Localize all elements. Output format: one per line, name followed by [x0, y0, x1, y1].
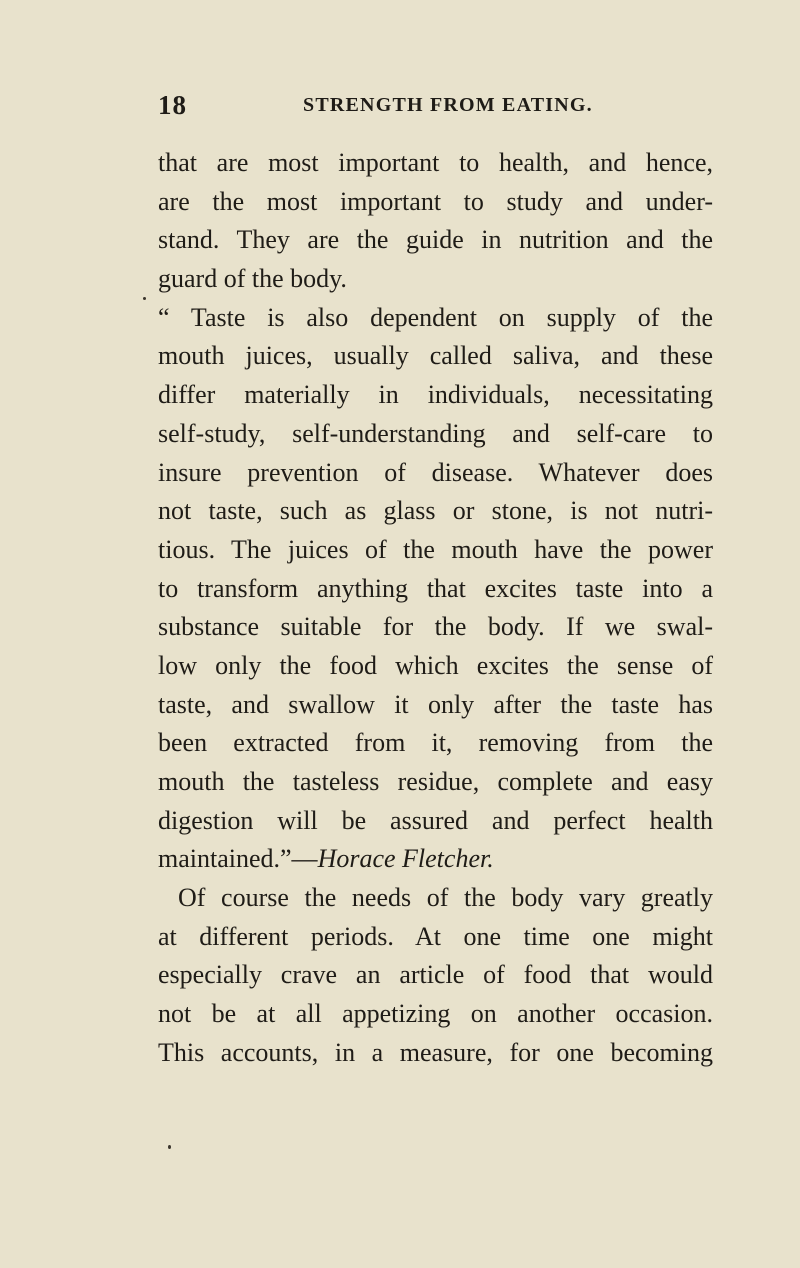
text-line: are the most important to study and under-	[158, 186, 713, 216]
text-line: differ materially in individuals, necessitating	[158, 380, 713, 410]
text-line: digestion will be assured and perfect health	[158, 805, 713, 835]
text-line: tious. The juices of the mouth have the power	[158, 534, 713, 564]
text-line: self-study, self-understanding and self-care to	[158, 418, 713, 448]
text-line: maintained.”—	[158, 844, 318, 874]
text-line: been extracted from it, removing from the	[158, 728, 713, 758]
text-line: guard of the body.	[158, 264, 347, 294]
text-line: not be at all appetizing on another occasion.	[158, 999, 713, 1029]
text-line: “ Taste is also dependent on supply of the	[158, 302, 713, 332]
text-line: to transform anything that excites taste into a	[158, 573, 713, 603]
text-line: This accounts, in a measure, for one becoming	[158, 1037, 713, 1067]
running-title: STRENGTH FROM EATING.	[303, 94, 593, 116]
body-text	[158, 144, 713, 1073]
text-line: stand. They are the guide in nutrition and the	[158, 225, 713, 255]
text-line: at different periods. At one time one might	[158, 921, 713, 951]
text-line-with-attribution	[158, 840, 713, 879]
text-line: that are most important to health, and hence,	[158, 148, 713, 177]
text-line: not taste, such as glass or stone, is not nutri-	[158, 496, 713, 526]
text-line: mouth juices, usually called saliva, and these	[158, 341, 713, 371]
text-line: Of course the needs of the body vary greatly	[178, 883, 713, 913]
text-line: especially crave an article of food that would	[158, 960, 713, 990]
text-line: taste, and swallow it only after the taste has	[158, 689, 713, 719]
text-line: mouth the tasteless residue, complete and easy	[158, 767, 713, 796]
running-head	[158, 90, 711, 126]
text-line: substance suitable for the body. If we swal-	[158, 612, 713, 642]
text-line: insure prevention of disease. Whatever does	[158, 457, 713, 487]
page-number: 18	[158, 90, 187, 120]
text-line: low only the food which excites the sense of	[158, 650, 713, 680]
paper-speck	[143, 297, 146, 300]
attribution: Horace Fletcher.	[317, 844, 494, 874]
paper-speck	[168, 1145, 171, 1149]
